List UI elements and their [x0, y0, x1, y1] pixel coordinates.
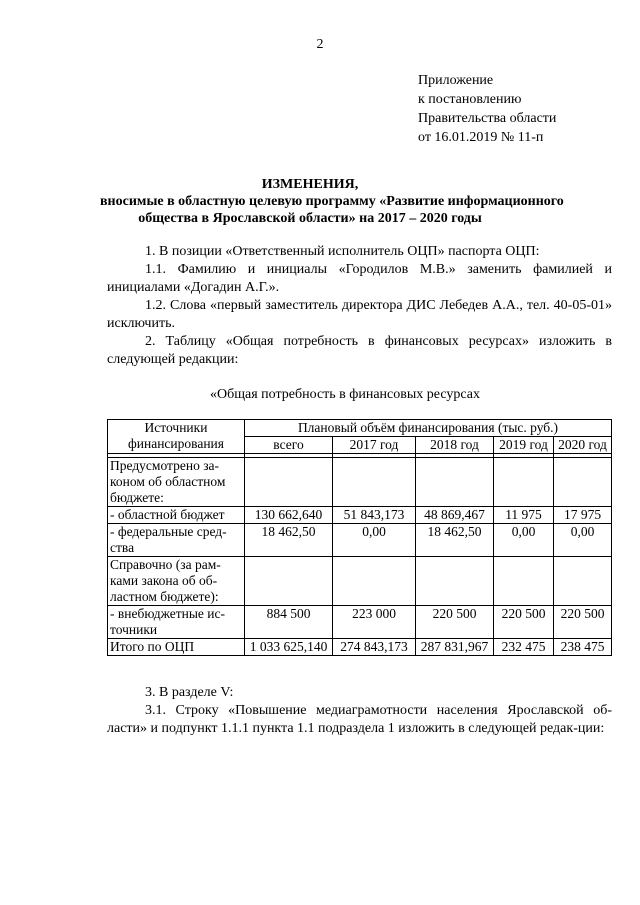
table-caption: «Общая потребность в финансовых ресурсах [210, 387, 480, 402]
header-source: Источники финансирования [108, 420, 245, 454]
page-number: 2 [316, 37, 324, 52]
paragraph: 1. В позиции «Ответственный исполнитель ОЦП» паспорта ОЦП: [145, 244, 540, 259]
cell-value: 238 475 [554, 639, 612, 656]
cell-value [245, 458, 333, 507]
table-row [108, 524, 612, 557]
paragraph: 2. Таблицу «Общая потребность в финансовых ресурсах» изложить в следующей редакции: [107, 334, 612, 367]
title-line: общества в Ярославской области» на 2017 – 2020 годы [138, 211, 482, 226]
row-label: Справочно (за рам-ками закона об об-ластном бюджете): [108, 557, 245, 606]
cell-value [494, 557, 554, 606]
paragraph: 3.1. Строку «Повышение медиаграмотности населения Ярославской об-ласти» и подпункт 1.1.1 пункта 1.1 подраздела 1 изложить в следующей редак-ции: [107, 703, 612, 736]
title-line: вносимые в областную целевую программу «Развитие информационного [100, 194, 564, 209]
cell-value: 51 843,173 [333, 507, 416, 524]
appendix-line: к постановлению [418, 92, 522, 107]
appendix-line: Правительства области [418, 111, 557, 126]
cell-value: 0,00 [554, 524, 612, 557]
column-header: 2018 год [416, 437, 494, 454]
paragraph: 3. В разделе V: [145, 685, 234, 700]
row-label: - внебюджетные ис-точники [108, 606, 245, 639]
paragraph: 1.2. Слова «первый заместитель директора ДИС Лебедев А.А., тел. 40-05-01» исключить. [107, 298, 612, 331]
cell-value [245, 557, 333, 606]
cell-value [416, 458, 494, 507]
cell-value [554, 458, 612, 507]
cell-value: 130 662,640 [245, 507, 333, 524]
column-header: всего [245, 437, 333, 454]
cell-value: 17 975 [554, 507, 612, 524]
cell-value: 220 500 [554, 606, 612, 639]
cell-value: 1 033 625,140 [245, 639, 333, 656]
appendix-line: Приложение [418, 73, 494, 88]
appendix-block [418, 71, 556, 147]
column-header: 2019 год [494, 437, 554, 454]
cell-value: 11 975 [494, 507, 554, 524]
table-row [108, 639, 612, 656]
document-title [100, 176, 564, 227]
after-table-paragraphs [107, 684, 612, 738]
cell-value: 0,00 [494, 524, 554, 557]
appendix-line: от 16.01.2019 № 11-п [418, 130, 544, 145]
cell-value: 223 000 [333, 606, 416, 639]
cell-value: 18 462,50 [245, 524, 333, 557]
row-label: Итого по ОЦП [108, 639, 245, 656]
cell-value [554, 557, 612, 606]
cell-value: 884 500 [245, 606, 333, 639]
cell-value [333, 557, 416, 606]
cell-value [416, 557, 494, 606]
cell-value: 274 843,173 [333, 639, 416, 656]
financing-table [107, 419, 612, 656]
cell-value: 18 462,50 [416, 524, 494, 557]
row-label: - областной бюджет [108, 507, 245, 524]
cell-value: 48 869,467 [416, 507, 494, 524]
cell-value [333, 458, 416, 507]
table-row [108, 557, 612, 606]
row-label: - федеральные сред-ства [108, 524, 245, 557]
intro-paragraphs [107, 243, 612, 369]
table-row [108, 606, 612, 639]
cell-value: 232 475 [494, 639, 554, 656]
row-label: Предусмотрено за-коном об областном бюджете: [108, 458, 245, 507]
cell-value: 0,00 [333, 524, 416, 557]
paragraph: 1.1. Фамилию и инициалы «Городилов М.В.» заменить фамилией и инициалами «Догадин А.Г.». [107, 262, 612, 295]
cell-value: 220 500 [416, 606, 494, 639]
header-plan: Плановый объём финансирования (тыс. руб.) [245, 420, 612, 437]
table-row [108, 458, 612, 507]
cell-value: 220 500 [494, 606, 554, 639]
cell-value [494, 458, 554, 507]
title-line: ИЗМЕНЕНИЯ, [261, 177, 359, 192]
table-row [108, 507, 612, 524]
column-header: 2017 год [333, 437, 416, 454]
column-header: 2020 год [554, 437, 612, 454]
cell-value: 287 831,967 [416, 639, 494, 656]
